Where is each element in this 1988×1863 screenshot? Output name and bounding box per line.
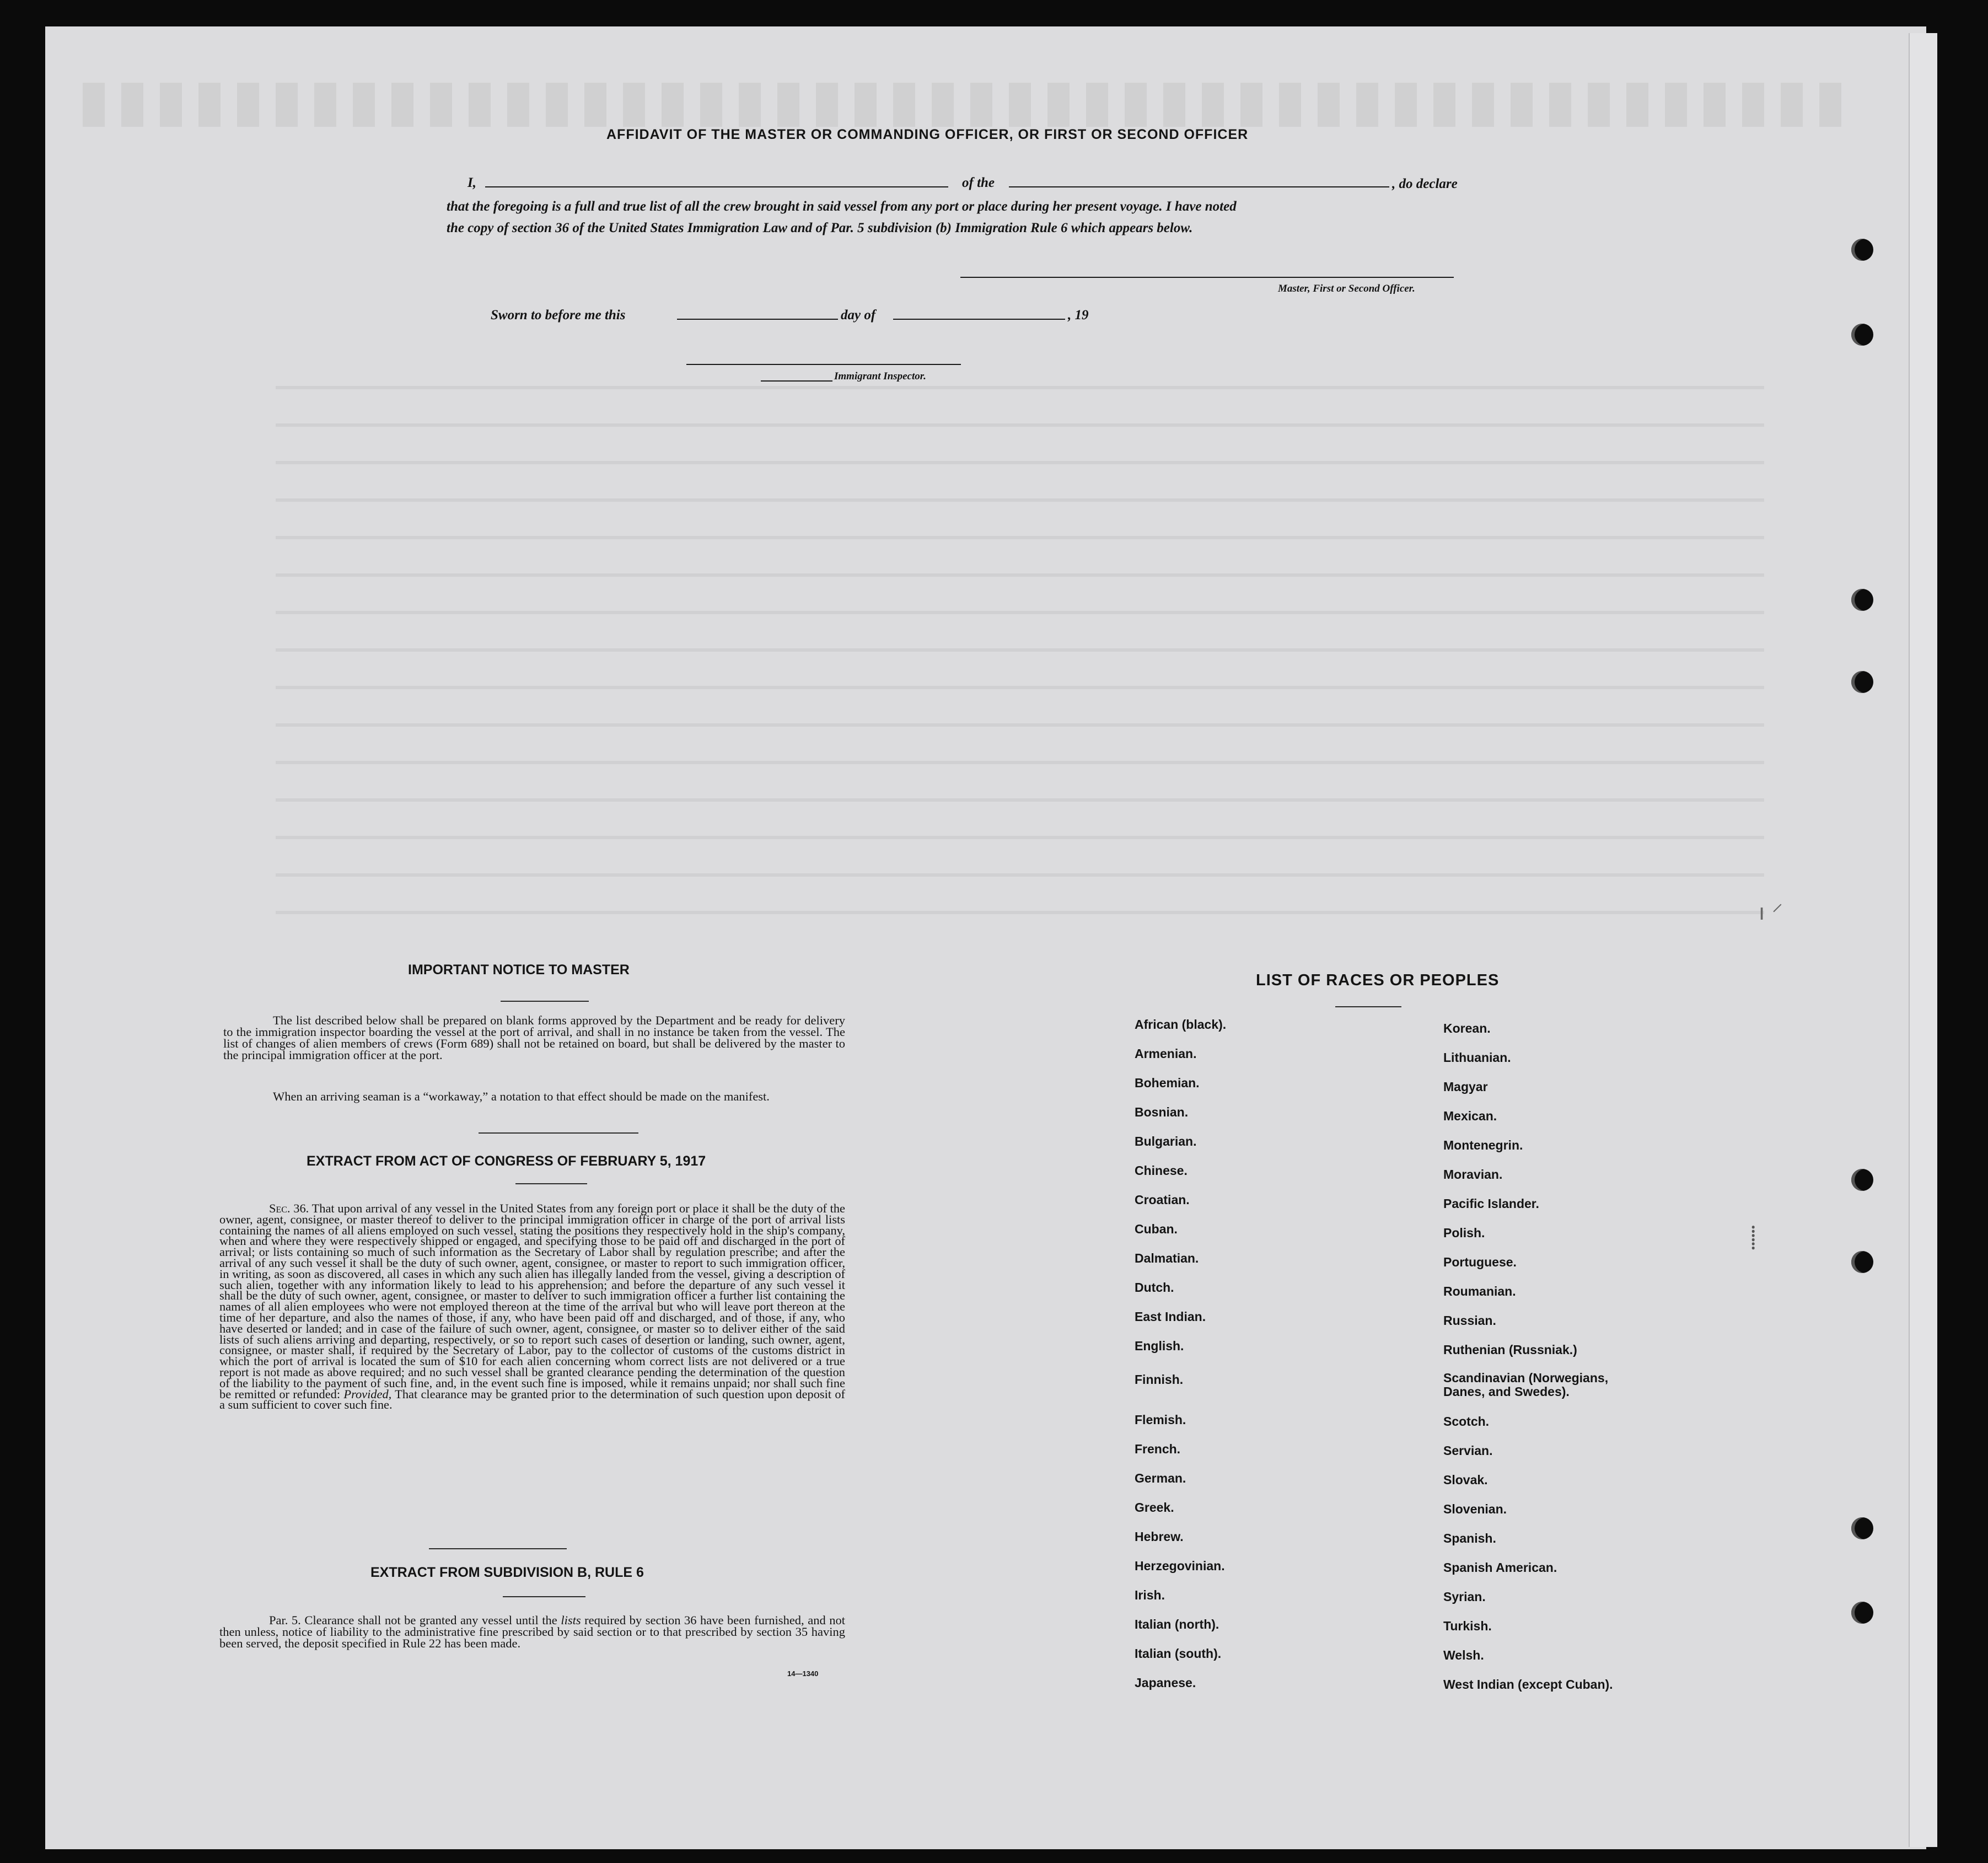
race-item: Turkish. <box>1443 1619 1492 1633</box>
race-item: Armenian. <box>1135 1046 1197 1061</box>
race-item: Montenegrin. <box>1443 1138 1523 1152</box>
punch-hole <box>1851 1602 1873 1624</box>
sworn-label: Sworn to before me this <box>491 308 626 323</box>
pencil-mark: ⸽ <box>1750 1225 1756 1250</box>
race-item: Italian (north). <box>1135 1617 1219 1631</box>
separator <box>503 1596 585 1597</box>
race-item: Polish. <box>1443 1226 1485 1240</box>
race-item: Roumanian. <box>1443 1284 1516 1298</box>
act-extract-title: EXTRACT FROM ACT OF CONGRESS OF FEBRUARY 5, 1917 <box>307 1153 706 1169</box>
race-item: Korean. <box>1443 1021 1491 1035</box>
race-item: Bosnian. <box>1135 1105 1189 1119</box>
punch-hole <box>1851 1251 1873 1273</box>
signature-line[interactable] <box>960 277 1454 278</box>
separator <box>429 1548 567 1549</box>
race-item: Croatian. <box>1135 1193 1190 1207</box>
race-item: Syrian. <box>1443 1590 1486 1604</box>
race-item: Pacific Islander. <box>1443 1196 1539 1211</box>
punch-hole <box>1851 324 1873 346</box>
race-item: Russian. <box>1443 1313 1496 1328</box>
race-item: Dalmatian. <box>1135 1251 1199 1265</box>
provided-label: Provided, <box>343 1387 392 1401</box>
race-item: Finnish. <box>1135 1372 1184 1387</box>
inspector-caption: Immigrant Inspector. <box>834 371 926 382</box>
inspector-caption-rule <box>761 380 832 382</box>
rule-text-end: required by section 36 have been furnished, and not then unless, notice of liability to the administrative fine prescribed by said section or to that prescribed by section 35 having been served, the deposit specified in Rule 22 has been made. <box>219 1613 846 1650</box>
separator <box>501 1001 589 1002</box>
race-item: West Indian (except Cuban). <box>1443 1677 1613 1692</box>
bleed-through <box>83 83 1847 127</box>
notice-title: IMPORTANT NOTICE TO MASTER <box>408 962 630 978</box>
act-extract-text <box>219 1203 845 1410</box>
race-item: Welsh. <box>1443 1648 1484 1662</box>
notice-paragraph-1: The list described below shall be prepared on blank forms approved by the Department and be ready for delivery to the immigration inspector boarding the vessel at the port of arrival, and shall in no instance be taken from the vessel. The list of changes of alien members of crews (Form 689) shall not be retained on board, but shall be delivered by the master to the principal immigration officer at the port. <box>223 1013 845 1062</box>
name-field-line[interactable] <box>485 186 948 187</box>
vessel-field-line[interactable] <box>1009 186 1389 187</box>
day-of-label: day of <box>841 308 876 323</box>
races-title: LIST OF RACES OR PEOPLES <box>1256 971 1500 989</box>
race-item: East Indian. <box>1135 1309 1206 1324</box>
document-page <box>45 26 1926 1849</box>
punch-hole <box>1851 1517 1873 1539</box>
do-declare-label: , do declare <box>1392 176 1458 191</box>
act-text: That upon arrival of any vessel in the United States from any foreign port or place it shall be the duty of the owner, agent, consignee, or master thereof to deliver to the principal immigration officer in charge of the port of arrival lists containing the names of all aliens employed on such vessel, stating the positions they respectively hold in the ship's company, when and where they were respectively shipped or engaged, and specifying those to be paid off and discharged in the port of arrival; or lists containing so much of such information as the Secretary of Labor shall by regulation prescribe; and after the arrival of any such vessel it shall be the duty of such owner, agent, consignee, or master to report to such immigration officer, in writing, as soon as discovered, all cases in which any such alien has illegally landed from the vessel, giving a description of such alien, together with any information likely to lead to his apprehension; and before the departure of any such vessel it shall be the duty of such owner, agent, consignee, or master to deliver to such immigration officer a further list containing the names of all alien employees who were not employed thereon at the time of the arrival but who will leave port thereon at the time of her departure, and also the names of those, if any, who have been paid off and discharged, and of those, if any, who have deserted or landed; and in case of the failure of such owner, agent, consignee, or master so to deliver either of the said lists of such aliens arriving and departing, respectively, or so to report such cases of desertion or landing, such owner, agent, consignee, or master shall, if required by the Secretary of Labor, pay to the collector of customs of the customs district in which the port of arrival is located the sum of $10 for each alien concerning whom correct lists are not delivered or a true report is not made as above required; and no such vessel shall be granted clearance pending the determination of the question of the liability to the payment of such fine, and, in the event such fine is imposed, while it remains unpaid; nor shall such fine be remitted or refunded: <box>219 1201 845 1401</box>
race-item: Scotch. <box>1443 1414 1490 1429</box>
race-item: Irish. <box>1135 1588 1165 1602</box>
race-item: French. <box>1135 1442 1181 1456</box>
race-item: Magyar <box>1443 1080 1488 1094</box>
race-item: Spanish. <box>1443 1531 1496 1545</box>
affidavit-title: AFFIDAVIT OF THE MASTER OR COMMANDING OFFICER, OR FIRST OR SECOND OFFICER <box>606 127 1249 142</box>
race-item: Bohemian. <box>1135 1076 1200 1090</box>
race-item: Flemish. <box>1135 1413 1186 1427</box>
year-label: , 19 <box>1068 308 1089 323</box>
bleed-through <box>276 386 1764 937</box>
race-item: Slovenian. <box>1443 1502 1507 1516</box>
race-item: Japanese. <box>1135 1676 1196 1690</box>
separator <box>1335 1006 1401 1007</box>
lists-word: lists <box>561 1613 581 1627</box>
punch-hole <box>1851 239 1873 261</box>
race-item: Mexican. <box>1443 1109 1497 1123</box>
race-item: Greek. <box>1135 1500 1174 1515</box>
inspector-signature-line[interactable] <box>686 364 961 365</box>
race-item: Ruthenian (Russniak.) <box>1443 1343 1577 1357</box>
punch-hole <box>1851 589 1873 611</box>
race-item: African (black). <box>1135 1017 1227 1032</box>
race-item: Italian (south). <box>1135 1646 1222 1661</box>
signature-caption: Master, First or Second Officer. <box>1278 283 1415 294</box>
race-item: Cuban. <box>1135 1222 1178 1236</box>
race-item: Lithuanian. <box>1443 1050 1511 1065</box>
race-item: Dutch. <box>1135 1280 1174 1295</box>
race-item: Servian. <box>1443 1443 1493 1458</box>
declaration-line-2: the copy of section 36 of the United States Immigration Law and of Par. 5 subdivision (b) Immigration Rule 6 which appears below. <box>447 221 1193 235</box>
of-the-label: of the <box>962 175 995 190</box>
rule-extract-title: EXTRACT FROM SUBDIVISION B, RULE 6 <box>370 1565 644 1580</box>
notice-paragraph-2: When an arriving seaman is a “workaway,” a notation to that effect should be made on the manifest. <box>273 1089 770 1103</box>
sec-label: Sec. 36. <box>269 1201 309 1215</box>
race-item: Moravian. <box>1443 1167 1503 1182</box>
rule-extract-text <box>219 1614 845 1649</box>
separator <box>515 1183 587 1184</box>
i-label: I, <box>468 175 476 190</box>
race-item: Bulgarian. <box>1135 1134 1197 1148</box>
form-number: 14—1340 <box>787 1669 819 1678</box>
race-item: Chinese. <box>1135 1163 1188 1178</box>
race-item: Spanish American. <box>1443 1560 1557 1575</box>
rule-text-start: Par. 5. Clearance shall not be granted any vessel until the <box>269 1613 557 1627</box>
race-item: Herzegovinian. <box>1135 1559 1225 1573</box>
race-item: Portuguese. <box>1443 1255 1517 1269</box>
separator <box>479 1132 638 1134</box>
page-edge <box>1909 33 1937 1847</box>
race-item: Slovak. <box>1443 1473 1488 1487</box>
declaration-line-1: that the foregoing is a full and true list of all the crew brought in said vessel from any port or place during her present voyage. I have noted <box>447 199 1237 214</box>
sworn-day-line[interactable] <box>677 319 838 320</box>
act-text-end: That clearance may be granted prior to the determination of such question upon deposit of a sum sufficient to cover such fine. <box>219 1387 845 1412</box>
sworn-month-line[interactable] <box>893 319 1065 320</box>
punch-hole <box>1851 671 1873 693</box>
pencil-mark: ı ⸍ <box>1759 900 1783 925</box>
race-item: Hebrew. <box>1135 1529 1184 1544</box>
punch-hole <box>1851 1169 1873 1191</box>
race-item: German. <box>1135 1471 1186 1485</box>
race-item: English. <box>1135 1339 1184 1353</box>
race-item: Scandinavian (Norwegians, Danes, and Swedes). <box>1443 1371 1609 1399</box>
